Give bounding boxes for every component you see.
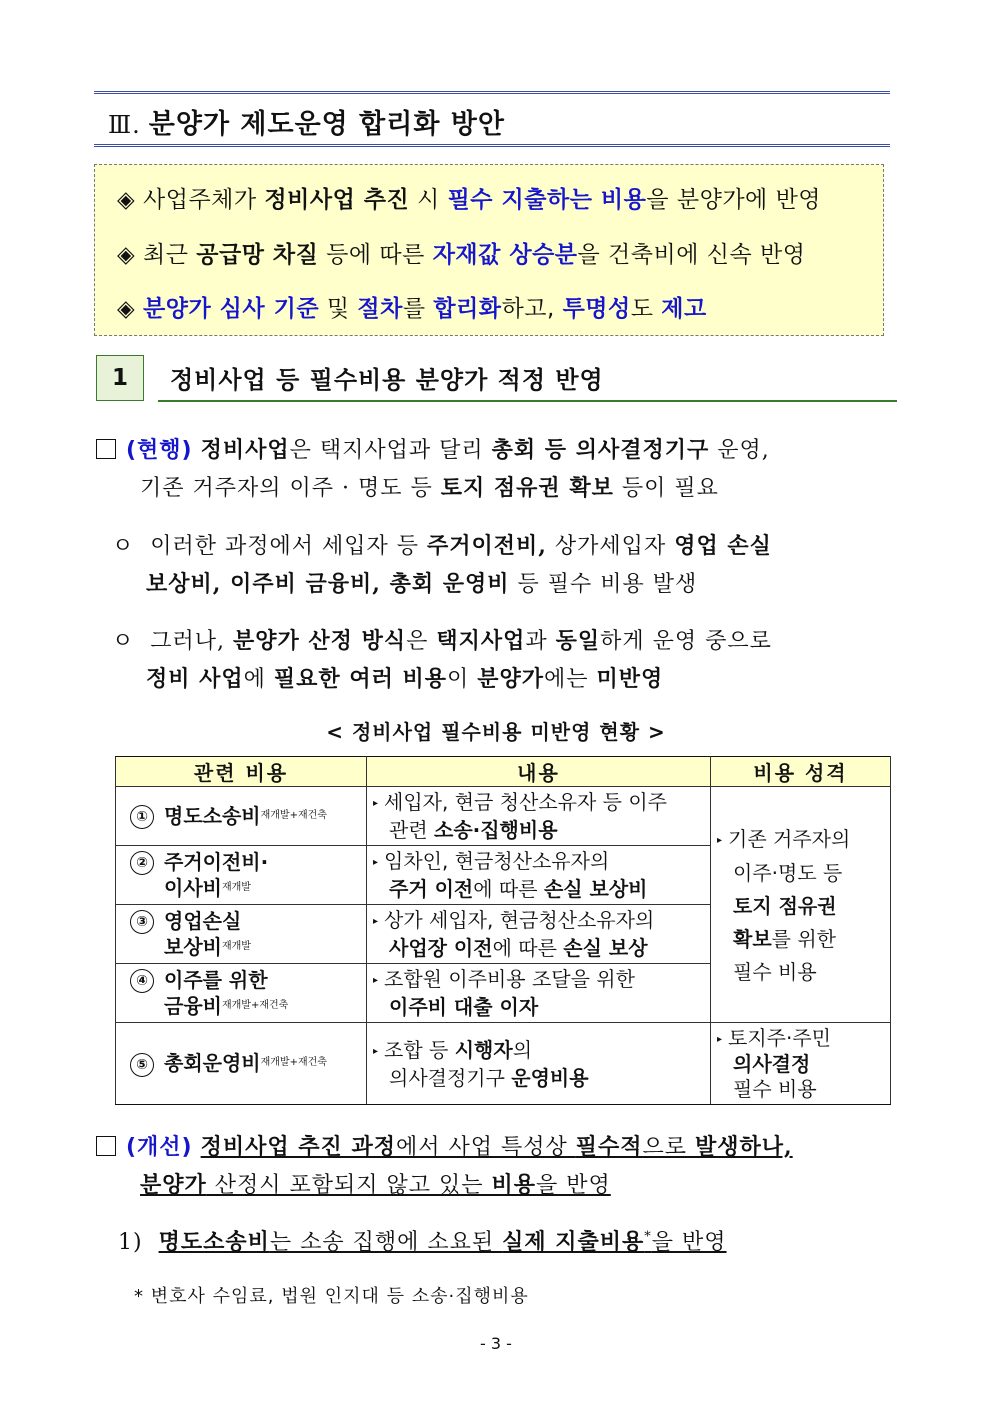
sub2-line-2	[146, 662, 663, 693]
text: 금융비	[164, 994, 222, 1019]
text: 제고	[661, 296, 707, 322]
text: 운영비용	[511, 1065, 589, 1090]
text: 최근	[143, 242, 197, 268]
section-title: 분양가 제도운영 합리화 방안	[148, 109, 505, 140]
text: 명도소송비	[158, 1229, 270, 1255]
text: 의사결정	[733, 1051, 811, 1076]
text: 는 소송 집행에 소요된	[269, 1230, 503, 1255]
text: 하게 운영 중으로	[600, 629, 772, 654]
text: 분양가	[140, 1172, 207, 1198]
bullet-mark: ㅇ	[112, 534, 135, 559]
text: 필수적	[575, 1134, 643, 1160]
text: 이러한 과정에서 세입자 등	[150, 534, 428, 559]
table-caption: < 정비사업 필수비용 미반영 현황 >	[326, 720, 666, 744]
text: 토지 점유권 확보	[440, 475, 614, 501]
text: 보상비, 이주비 금융비, 총회 운영비	[146, 571, 510, 597]
text: 공급망 차질	[196, 242, 319, 268]
text: 등이 필요	[613, 476, 719, 501]
header-cell: 내용	[367, 757, 711, 787]
circled-number: ③	[130, 910, 154, 934]
text: 분양가 심사 기준	[143, 296, 320, 322]
triangle-bullet-icon: ▸	[373, 1045, 379, 1057]
nature-cell	[711, 787, 891, 1023]
text: 을 건축비에 신속 반영	[577, 242, 806, 268]
text: 필수 비용	[733, 960, 817, 984]
text: 주거이전비·	[164, 849, 269, 874]
text: 투명성	[562, 296, 631, 322]
text: 총회운영비	[164, 1051, 261, 1076]
text: 상가세입자	[546, 534, 675, 559]
diamond-bullet-icon: ◈	[117, 242, 136, 268]
content-cell	[367, 787, 711, 846]
item-number: 1)	[118, 1230, 143, 1255]
cost-name-cell	[116, 1023, 367, 1105]
text: 명도소송비	[164, 803, 261, 828]
text: 필수 지출하는 비용	[447, 187, 647, 213]
divider	[158, 400, 897, 402]
content-cell	[367, 964, 711, 1023]
triangle-bullet-icon: ▸	[373, 975, 379, 986]
text: 임차인, 현금청산소유자의	[384, 849, 610, 873]
text: 에 따른	[492, 936, 564, 960]
text: 분양가 산정 방식	[233, 628, 407, 654]
text: 택지사업	[436, 628, 526, 654]
table-row	[116, 1023, 891, 1105]
text: 사업주체가	[143, 187, 265, 213]
text: 필요한 여러 비용	[273, 666, 448, 692]
cost-name-cell	[116, 905, 367, 964]
text: 소송·집행비용	[434, 818, 558, 842]
circled-number: ④	[130, 969, 154, 993]
text: 비용	[491, 1172, 537, 1198]
text: 을 분양가에 반영	[646, 187, 822, 213]
text: 정비 사업	[146, 666, 244, 692]
triangle-bullet-icon: ▸	[373, 798, 379, 809]
sub1-line-2	[146, 567, 697, 598]
text: 그러나,	[150, 629, 234, 654]
text: 이주·명도 등	[733, 861, 843, 885]
text: 토지주·주민	[728, 1025, 831, 1050]
text: 손실 보상	[563, 936, 648, 960]
header-cell: 관련 비용	[116, 757, 367, 787]
text: *	[644, 1229, 652, 1245]
circled-number: ②	[130, 851, 154, 875]
text: 영업손실	[164, 908, 242, 933]
text: 정비사업 추진 과정	[200, 1134, 396, 1160]
text: 시행자	[454, 1037, 513, 1062]
text: 에 따른	[473, 877, 544, 901]
text: 영업 손실	[674, 533, 772, 559]
improve-line-2	[140, 1168, 611, 1199]
text: 은	[406, 629, 437, 654]
text: 정비사업 추진	[264, 187, 410, 213]
content-cell	[367, 905, 711, 964]
improve-line-1	[96, 1130, 793, 1161]
section-roman: Ⅲ.	[108, 111, 141, 139]
diamond-bullet-icon: ◈	[117, 187, 136, 213]
text: 미반영	[596, 666, 664, 692]
checkbox-square-icon	[96, 439, 116, 459]
text: 과	[525, 629, 556, 654]
text: 의사결정기구	[389, 1065, 512, 1090]
diamond-bullet-icon: ◈	[117, 296, 136, 322]
text: 기존 거주자의	[728, 827, 851, 851]
text: 발생하나,	[694, 1134, 793, 1160]
text: 에서 사업 특성상	[395, 1135, 576, 1160]
text: 이주비 대출 이자	[389, 995, 539, 1019]
text: 재개발	[221, 941, 251, 953]
text: 조합원 이주비용 조달을 위한	[384, 967, 635, 991]
subsection-title: 정비사업 등 필수비용 분양가 적정 반영	[170, 366, 604, 394]
current-tag: (현행)	[126, 438, 193, 463]
cost-name-cell	[116, 964, 367, 1023]
text: 필수 비용	[733, 1076, 817, 1101]
text: 은 택지사업과 달리	[289, 438, 492, 463]
text: 정비사업	[200, 437, 290, 463]
summary-line-1	[117, 181, 821, 214]
circled-number: ①	[130, 805, 154, 829]
text: 에	[243, 667, 274, 692]
cost-name-cell	[116, 846, 367, 905]
table-row	[116, 787, 891, 846]
text: 자재값 상승분	[432, 242, 578, 268]
text: 세입자, 현금 청산소유자 등 이주	[384, 790, 667, 814]
text: 주거이전비,	[427, 533, 547, 559]
text: 등 필수 비용 발생	[509, 572, 698, 597]
text: 확보	[733, 927, 772, 951]
text: 실제 지출비용	[502, 1229, 645, 1255]
text: 조합 등	[384, 1037, 455, 1062]
section-header	[94, 91, 890, 147]
item1-line	[118, 1225, 727, 1256]
circled-number: ⑤	[130, 1053, 154, 1077]
text: 합리화	[433, 296, 502, 322]
text: 및	[319, 296, 358, 322]
text: 시	[409, 187, 448, 213]
text: 동일	[555, 628, 601, 654]
table-header-row	[116, 757, 891, 787]
text: 이사비	[164, 876, 222, 901]
text: 를	[402, 296, 434, 322]
content-cell	[367, 846, 711, 905]
text: 을 반영	[651, 1230, 727, 1255]
text: 보상비	[164, 935, 222, 960]
footnote: * 변호사 수임료, 법원 인지대 등 소송·집행비용	[134, 1286, 529, 1307]
text: 상가 세입자, 현금청산소유자의	[384, 908, 655, 932]
page-number: - 3 -	[480, 1334, 512, 1353]
text: 관련	[389, 818, 434, 842]
text: 이	[447, 667, 478, 692]
sub1-line-1	[112, 529, 772, 560]
text: 재개발+재건축	[260, 1057, 327, 1069]
text: 손실 보상비	[543, 877, 648, 901]
bullet-mark: ㅇ	[112, 629, 135, 654]
triangle-bullet-icon: ▸	[373, 857, 379, 868]
summary-box	[94, 164, 884, 336]
text: 재개발+재건축	[221, 1000, 289, 1012]
text: 를 위한	[771, 927, 836, 951]
content-cell	[367, 1023, 711, 1105]
text: 분양가	[477, 666, 545, 692]
text: 도	[630, 296, 662, 322]
text: 의	[512, 1037, 533, 1062]
subsection-number: 1	[96, 355, 144, 401]
text: 으로	[642, 1135, 695, 1160]
text: 을 반영	[536, 1173, 611, 1198]
cost-name-cell	[116, 787, 367, 846]
text: 이주를 위한	[164, 967, 268, 992]
current-line-2	[140, 471, 719, 502]
cost-table	[115, 756, 891, 1105]
text: 산정시 포함되지 않고 있는	[206, 1173, 492, 1198]
text: 운영,	[709, 438, 770, 463]
triangle-bullet-icon: ▸	[717, 835, 723, 846]
text: 기존 거주자의 이주 · 명도 등	[140, 476, 441, 501]
triangle-bullet-icon: ▸	[717, 1033, 723, 1045]
checkbox-square-icon	[96, 1136, 116, 1156]
text: 절차	[357, 296, 403, 322]
header-cell: 비용 성격	[711, 757, 891, 787]
nature-cell	[711, 1023, 891, 1105]
text: 에는	[544, 667, 597, 692]
text: 하고,	[501, 296, 563, 322]
text: 등에 따른	[318, 242, 433, 268]
text: 주거 이전	[389, 877, 474, 901]
triangle-bullet-icon: ▸	[373, 916, 379, 927]
current-line-1	[96, 433, 770, 464]
text: 재개발	[221, 882, 251, 894]
text: 토지 점유권	[733, 894, 837, 918]
text: 총회 등 의사결정기구	[491, 437, 710, 463]
text: 재개발+재건축	[260, 809, 327, 821]
summary-line-2	[117, 236, 805, 269]
text: 사업장 이전	[389, 936, 493, 960]
sub2-line-1	[112, 624, 772, 655]
summary-line-3	[117, 290, 707, 323]
improve-tag: (개선)	[126, 1135, 193, 1160]
